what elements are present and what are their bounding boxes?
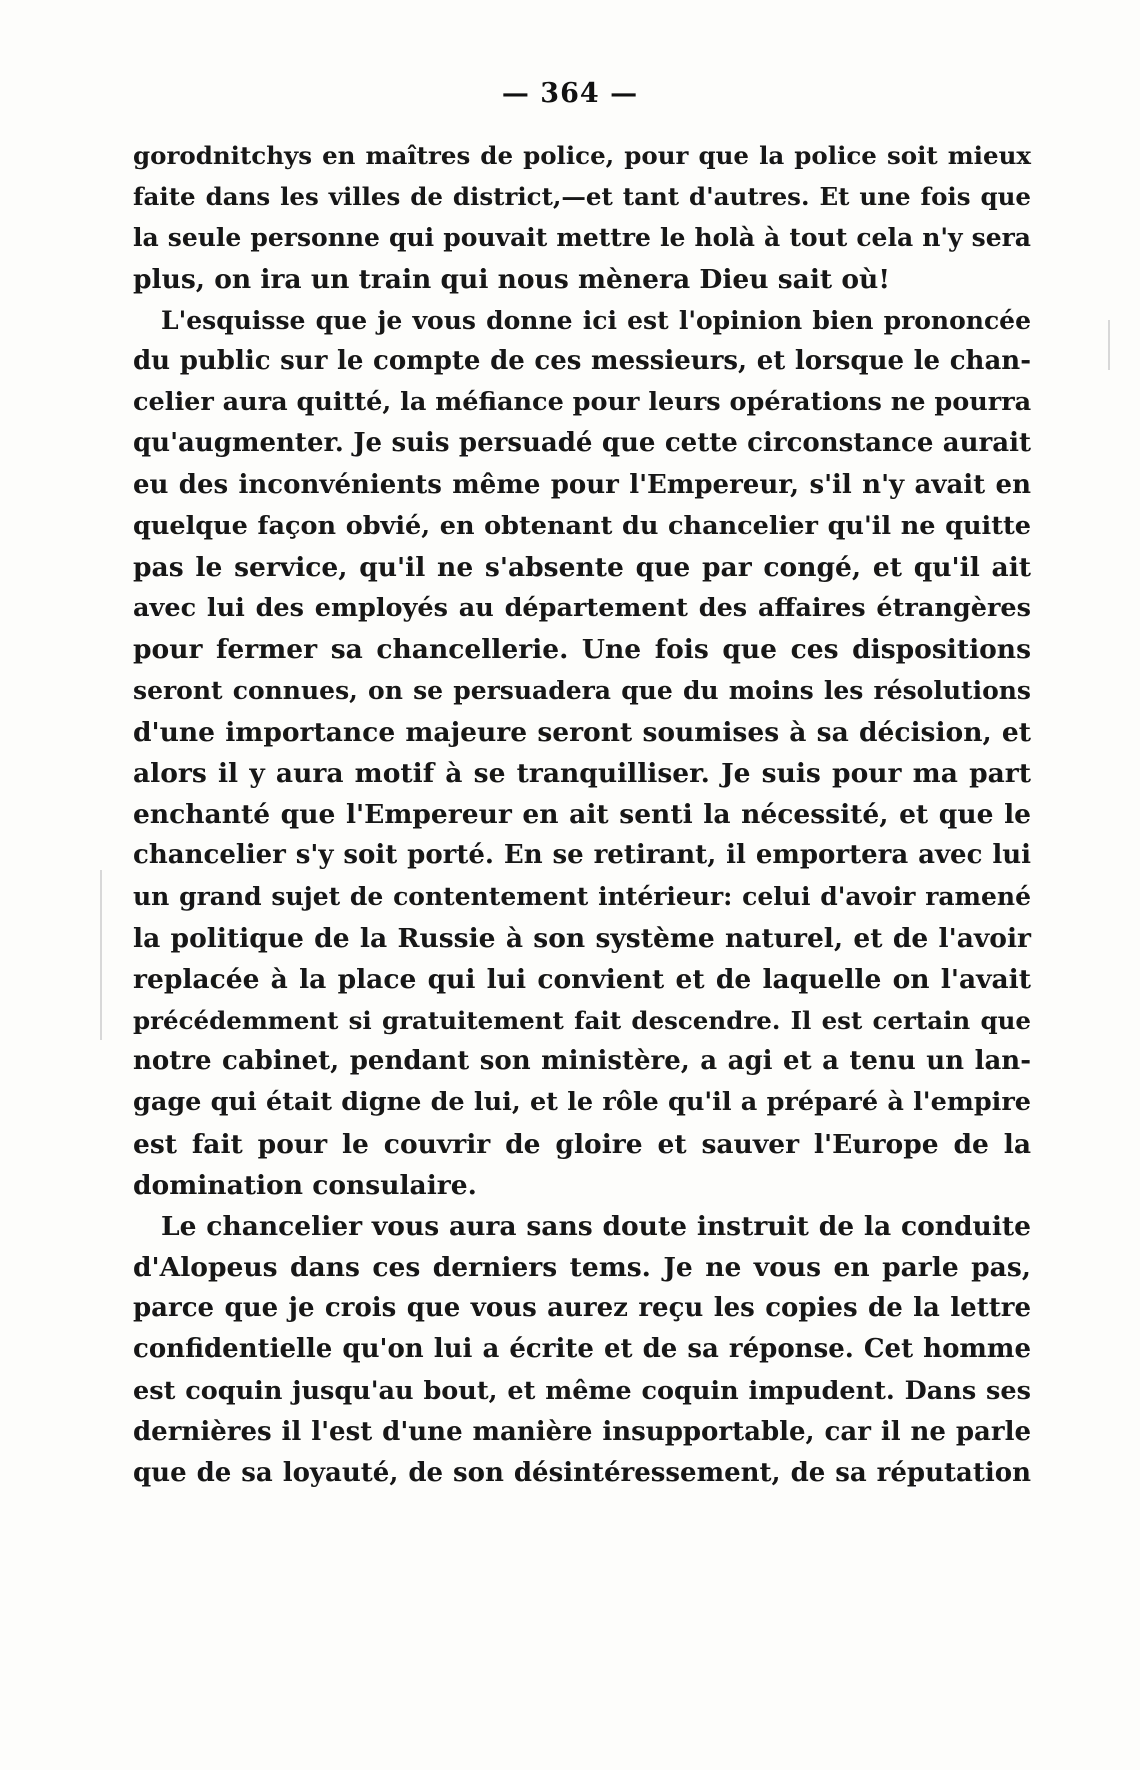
text-line: seront connues, on se persuadera que du moins les résolutions bbox=[133, 676, 1031, 706]
text-line: faite dans les villes de district,—et tant d'autres. Et une fois que bbox=[133, 182, 1031, 212]
text-line: L'esquisse que je vous donne ici est l'opinion bien prononcée bbox=[161, 305, 1031, 335]
text-line: avec lui des employés au département des affaires étrangères bbox=[133, 593, 1031, 624]
margin-mark bbox=[100, 870, 102, 1040]
text-line: qu'augmenter. Je suis persuadé que cette circonstance aurait bbox=[133, 428, 1031, 459]
margin-mark bbox=[1108, 320, 1110, 370]
text-line: la seule personne qui pouvait mettre le holà à tout cela n'y sera bbox=[133, 223, 1031, 253]
text-line: domination consulaire. bbox=[133, 1169, 477, 1201]
text-line: celier aura quitté, la méfiance pour leurs opérations ne pourra bbox=[133, 387, 1032, 418]
body-text bbox=[133, 135, 1031, 1494]
text-line: dernières il l'est d'une manière insupportable, car il ne parle bbox=[133, 1416, 1031, 1447]
text-line: d'une importance majeure seront soumises à sa décision, et bbox=[133, 716, 1031, 748]
text-line: confidentielle qu'on lui a écrite et de sa réponse. Cet homme bbox=[133, 1334, 1031, 1365]
text-line: pas le service, qu'il ne s'absente que par congé, et qu'il ait bbox=[133, 551, 1031, 583]
text-line: quelque façon obvié, en obtenant du chancelier qu'il ne quitte bbox=[133, 510, 1031, 541]
text-line: du public sur le compte de ces messieurs, et lorsque le chan- bbox=[133, 345, 1031, 376]
text-line: un grand sujet de contentement intérieur: celui d'avoir ramené bbox=[133, 882, 1031, 912]
text-line: la politique de la Russie à son système naturel, et de l'avoir bbox=[133, 922, 1031, 954]
page-number: — 364 — bbox=[501, 78, 639, 109]
text-line: Le chancelier vous aura sans doute instruit de la conduite bbox=[161, 1210, 1031, 1242]
text-line: gage qui était digne de lui, et le rôle qu'il a préparé à l'empire bbox=[133, 1087, 1031, 1118]
text-line: plus, on ira un train qui nous mènera Dieu sait où! bbox=[133, 263, 890, 295]
text-line: d'Alopeus dans ces derniers tems. Je ne vous en parle pas, bbox=[133, 1252, 1031, 1284]
text-line: pour fermer sa chancellerie. Une fois que ces dispositions bbox=[133, 634, 1031, 666]
text-line: replacée à la place qui lui convient et de laquelle on l'avait bbox=[133, 963, 1031, 995]
text-line: est fait pour le couvrir de gloire et sauver l'Europe de la bbox=[133, 1128, 1031, 1160]
text-line: alors il y aura motif à se tranquilliser. Je suis pour ma part bbox=[133, 757, 1031, 789]
text-line: parce que je crois que vous aurez reçu les copies de la lettre bbox=[133, 1293, 1031, 1324]
text-line: eu des inconvénients même pour l'Empereur, s'il n'y avait en bbox=[133, 469, 1031, 500]
text-line: précédemment si gratuitement fait descendre. Il est certain que bbox=[133, 1005, 1031, 1035]
text-line: gorodnitchys en maîtres de police, pour que la police soit mieux bbox=[133, 141, 1031, 170]
text-line: enchanté que l'Empereur en ait senti la nécessité, et que le bbox=[133, 799, 1031, 830]
text-line: chancelier s'y soit porté. En se retirant, il emportera avec lui bbox=[133, 840, 1031, 871]
text-line: notre cabinet, pendant son ministère, a agi et a tenu un lan- bbox=[133, 1046, 1031, 1077]
text-line: est coquin jusqu'au bout, et même coquin impudent. Dans ses bbox=[133, 1375, 1031, 1406]
text-line: que de sa loyauté, de son désintéressement, de sa réputation bbox=[133, 1458, 1031, 1488]
